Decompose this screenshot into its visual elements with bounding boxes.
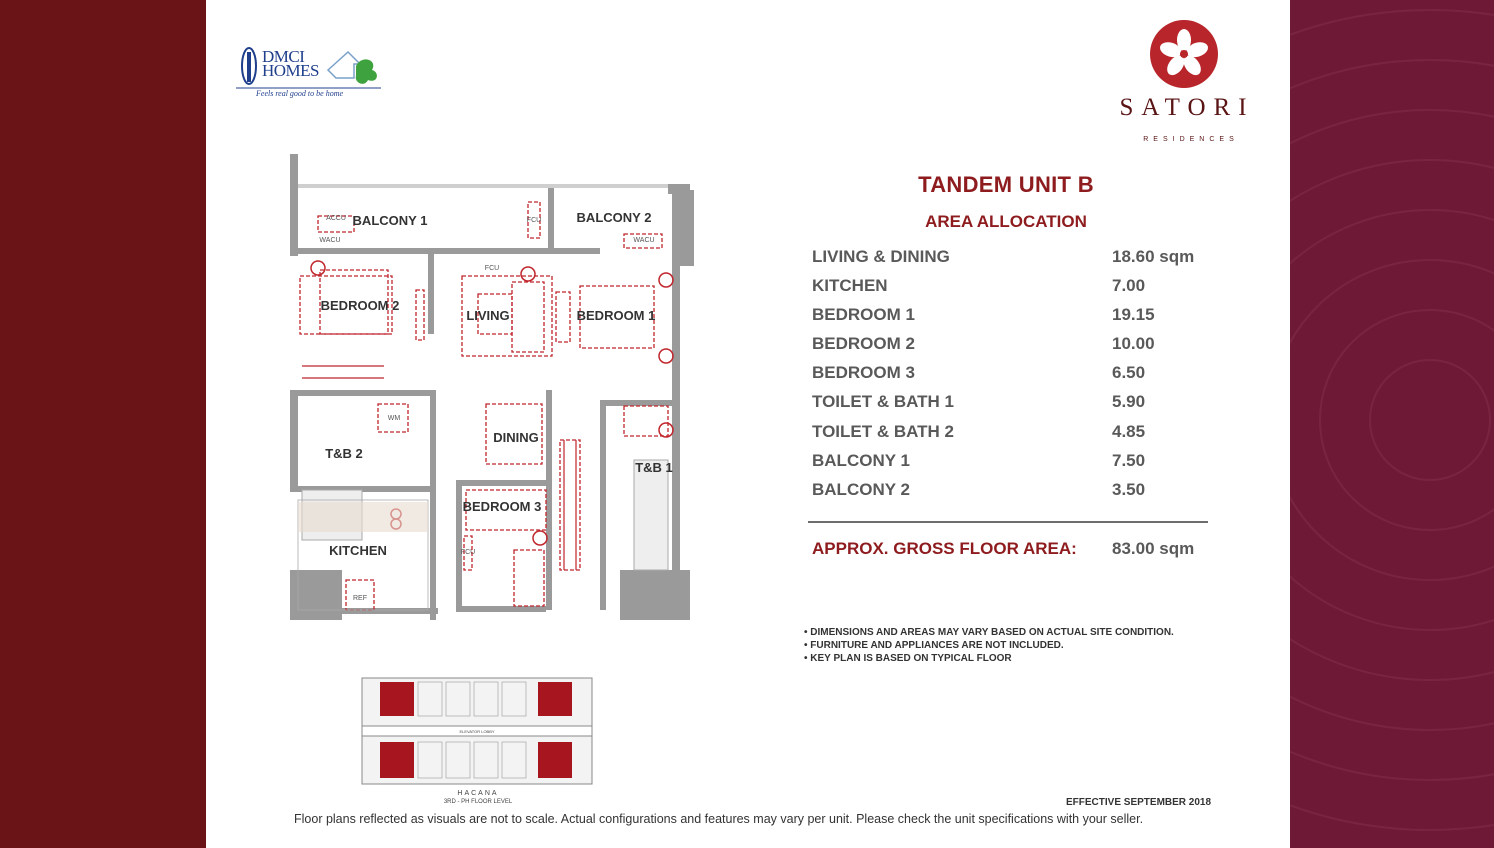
- decorative-pattern: [1290, 0, 1494, 848]
- area-label: TOILET & BATH 2: [812, 421, 954, 441]
- satori-wordmark: SATORI: [1119, 94, 1255, 121]
- key-plan: [352, 670, 602, 810]
- note-item: • KEY PLAN IS BASED ON TYPICAL FLOOR: [804, 653, 1012, 664]
- area-label: BEDROOM 1: [812, 305, 915, 325]
- satori-subtitle: RESIDENCES: [1143, 136, 1239, 143]
- gross-floor-area-label: APPROX. GROSS FLOOR AREA:: [812, 539, 1077, 558]
- keyplan-level: 3RD - PH FLOOR LEVEL: [443, 799, 513, 805]
- plan-label-accu: ACCU: [326, 215, 346, 222]
- plan-label-balcony2: BALCONY 2: [576, 210, 652, 225]
- unit-floor-plan: [280, 150, 700, 650]
- plan-label-ref: REF: [353, 595, 367, 602]
- dmci-homes-logo: [236, 44, 386, 100]
- unit-title: TANDEM UNIT B: [918, 172, 1094, 197]
- area-value: 7.00: [1112, 276, 1146, 296]
- area-label: BEDROOM 3: [812, 363, 915, 383]
- plan-label-wacu: WACU: [319, 237, 341, 244]
- footer-disclaimer: Floor plans reflected as visuals are not to scale. Actual configurations and features may vary per unit. Please check the unit specifications with your seller.: [294, 812, 1144, 826]
- dmci-tagline: Feels real good to be home: [256, 89, 344, 98]
- plan-label-bedroom2: BEDROOM 2: [320, 298, 400, 313]
- plan-label-living: LIVING: [466, 308, 510, 323]
- left-brand-band: [0, 0, 206, 848]
- right-brand-band: [1290, 0, 1494, 848]
- area-row: [812, 334, 1212, 363]
- effective-date: EFFECTIVE SEPTEMBER 2018: [1066, 797, 1212, 808]
- disclaimer-notes: [804, 626, 1174, 665]
- plan-label-fcu2: FCU: [526, 217, 542, 224]
- area-label: BALCONY 2: [812, 479, 910, 499]
- plan-label-dining: DINING: [493, 430, 539, 445]
- plan-label-bedroom1: BEDROOM 1: [576, 308, 656, 323]
- dmci-line1: DMCI: [262, 47, 305, 66]
- dmci-line2: HOMES: [262, 61, 320, 80]
- gross-floor-area-value: 83.00 sqm: [1112, 539, 1195, 558]
- dmci-wordmark: [262, 47, 320, 80]
- plan-label-tb2: T&B 2: [325, 446, 363, 461]
- area-value: 6.50: [1112, 363, 1146, 383]
- plan-label-balcony1: BALCONY 1: [352, 213, 428, 228]
- area-row: [812, 480, 1212, 509]
- plan-label-wacu2: WACU: [633, 237, 655, 244]
- area-row: [812, 392, 1212, 421]
- area-allocation-heading: AREA ALLOCATION: [925, 212, 1087, 231]
- note-item: • DIMENSIONS AND AREAS MAY VARY BASED ON ACTUAL SITE CONDITION.: [804, 627, 1174, 638]
- cherry-blossom-icon: [1146, 16, 1226, 92]
- plan-label-fcu3: FCU: [460, 549, 476, 556]
- keyplan-building-name: HACANA: [457, 790, 499, 797]
- area-row: [812, 451, 1212, 480]
- area-value: 18.60 sqm: [1112, 247, 1195, 266]
- plan-label-tb1: T&B 1: [635, 460, 673, 475]
- area-label: BALCONY 1: [812, 450, 910, 470]
- area-label: BEDROOM 2: [812, 334, 915, 354]
- area-allocation-table: [812, 247, 1212, 509]
- area-label: KITCHEN: [812, 276, 888, 296]
- area-value: 19.15: [1112, 305, 1155, 325]
- floor-plan-sheet: [206, 0, 1290, 848]
- area-row: [812, 247, 1212, 276]
- area-value: 4.85: [1112, 421, 1146, 441]
- area-value: 3.50: [1112, 479, 1146, 499]
- divider: [808, 521, 1208, 523]
- note-item: • FURNITURE AND APPLIANCES ARE NOT INCLUDED.: [804, 640, 1064, 651]
- plan-label-wm: WM: [387, 415, 401, 422]
- area-label: LIVING & DINING: [812, 247, 950, 266]
- plan-label-fcu: FCU: [484, 265, 500, 272]
- area-label: TOILET & BATH 1: [812, 392, 954, 412]
- area-value: 7.50: [1112, 450, 1146, 470]
- plan-label-bedroom3: BEDROOM 3: [462, 499, 542, 514]
- area-value: 5.90: [1112, 392, 1146, 412]
- area-value: 10.00: [1112, 334, 1155, 354]
- satori-logo: [1096, 16, 1276, 143]
- keyplan-lobby-label: ELEVATOR LOBBY: [459, 729, 495, 734]
- plan-label-kitchen: KITCHEN: [329, 543, 387, 558]
- area-row: [812, 305, 1212, 334]
- area-row: [812, 276, 1212, 305]
- area-row: [812, 363, 1212, 392]
- area-row: [812, 422, 1212, 451]
